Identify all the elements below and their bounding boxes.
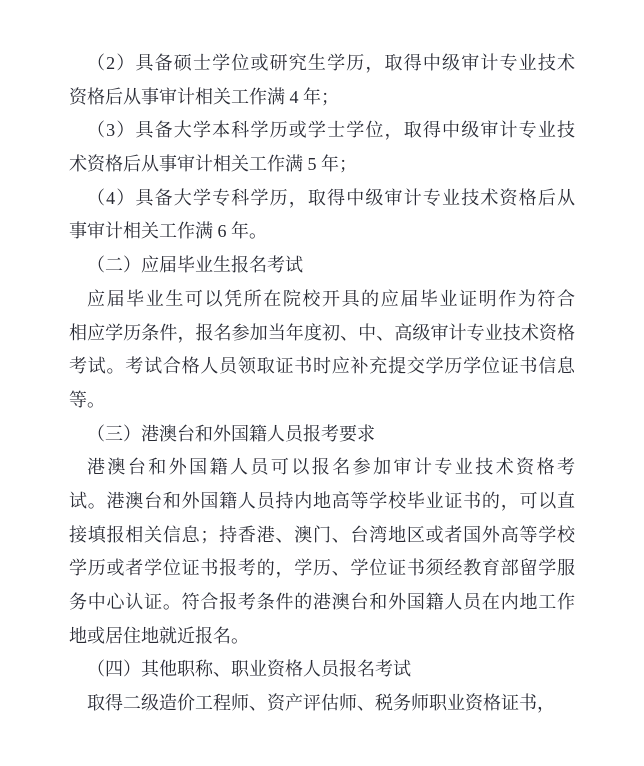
paragraph-line: 资格后从事审计相关工作满 4 年； bbox=[69, 86, 339, 107]
paragraph-line: 事审计相关工作满 6 年。 bbox=[69, 221, 267, 242]
paragraph-line: 应届毕业生可以凭所在院校开具的应届毕业证明作为符合 bbox=[87, 288, 575, 309]
paragraph-line: 务中心认证。符合报考条件的港澳台和外国籍人员在内地工作 bbox=[69, 592, 575, 612]
section-heading-3: （三）港澳台和外国籍人员报考要求 bbox=[87, 423, 375, 444]
document-text-block bbox=[69, 47, 575, 721]
paragraph-line: 等。 bbox=[69, 389, 105, 410]
paragraph-line: 相应学历条件，报名参加当年度初、中、高级审计专业技术资格 bbox=[69, 322, 575, 343]
section-heading-4: （四）其他职称、职业资格人员报名考试 bbox=[87, 659, 411, 680]
paragraph-line: 学历或者学位证书报考的，学历、学位证书须经教育部留学服 bbox=[69, 558, 575, 579]
paragraph-line: 试。港澳台和外国籍人员持内地高等学校毕业证书的，可以直 bbox=[69, 490, 575, 511]
paragraph-line: （2）具备硕士学位或研究生学历，取得中级审计专业技术 bbox=[87, 53, 575, 73]
paragraph-line: （4）具备大学专科学历，取得中级审计专业技术资格后从 bbox=[87, 187, 575, 208]
paragraph-line: （3）具备大学本科学历或学士学位，取得中级审计专业技 bbox=[87, 120, 575, 141]
paragraph-line: 术资格后从事审计相关工作满 5 年； bbox=[69, 154, 357, 175]
paragraph-line: 取得二级造价工程师、资产评估师、税务师职业资格证书， bbox=[87, 693, 555, 714]
paragraph-line: 接填报相关信息；持香港、澳门、台湾地区或者国外高等学校 bbox=[69, 524, 575, 545]
paragraph-line: 港澳台和外国籍人员可以报名参加审计专业技术资格考 bbox=[87, 457, 575, 478]
section-heading-2: （二）应届毕业生报名考试 bbox=[87, 255, 303, 276]
paragraph-line: 考试。考试合格人员领取证书时应补充提交学历学位证书信息 bbox=[69, 356, 575, 377]
paragraph-line: 地或居住地就近报名。 bbox=[69, 625, 249, 646]
